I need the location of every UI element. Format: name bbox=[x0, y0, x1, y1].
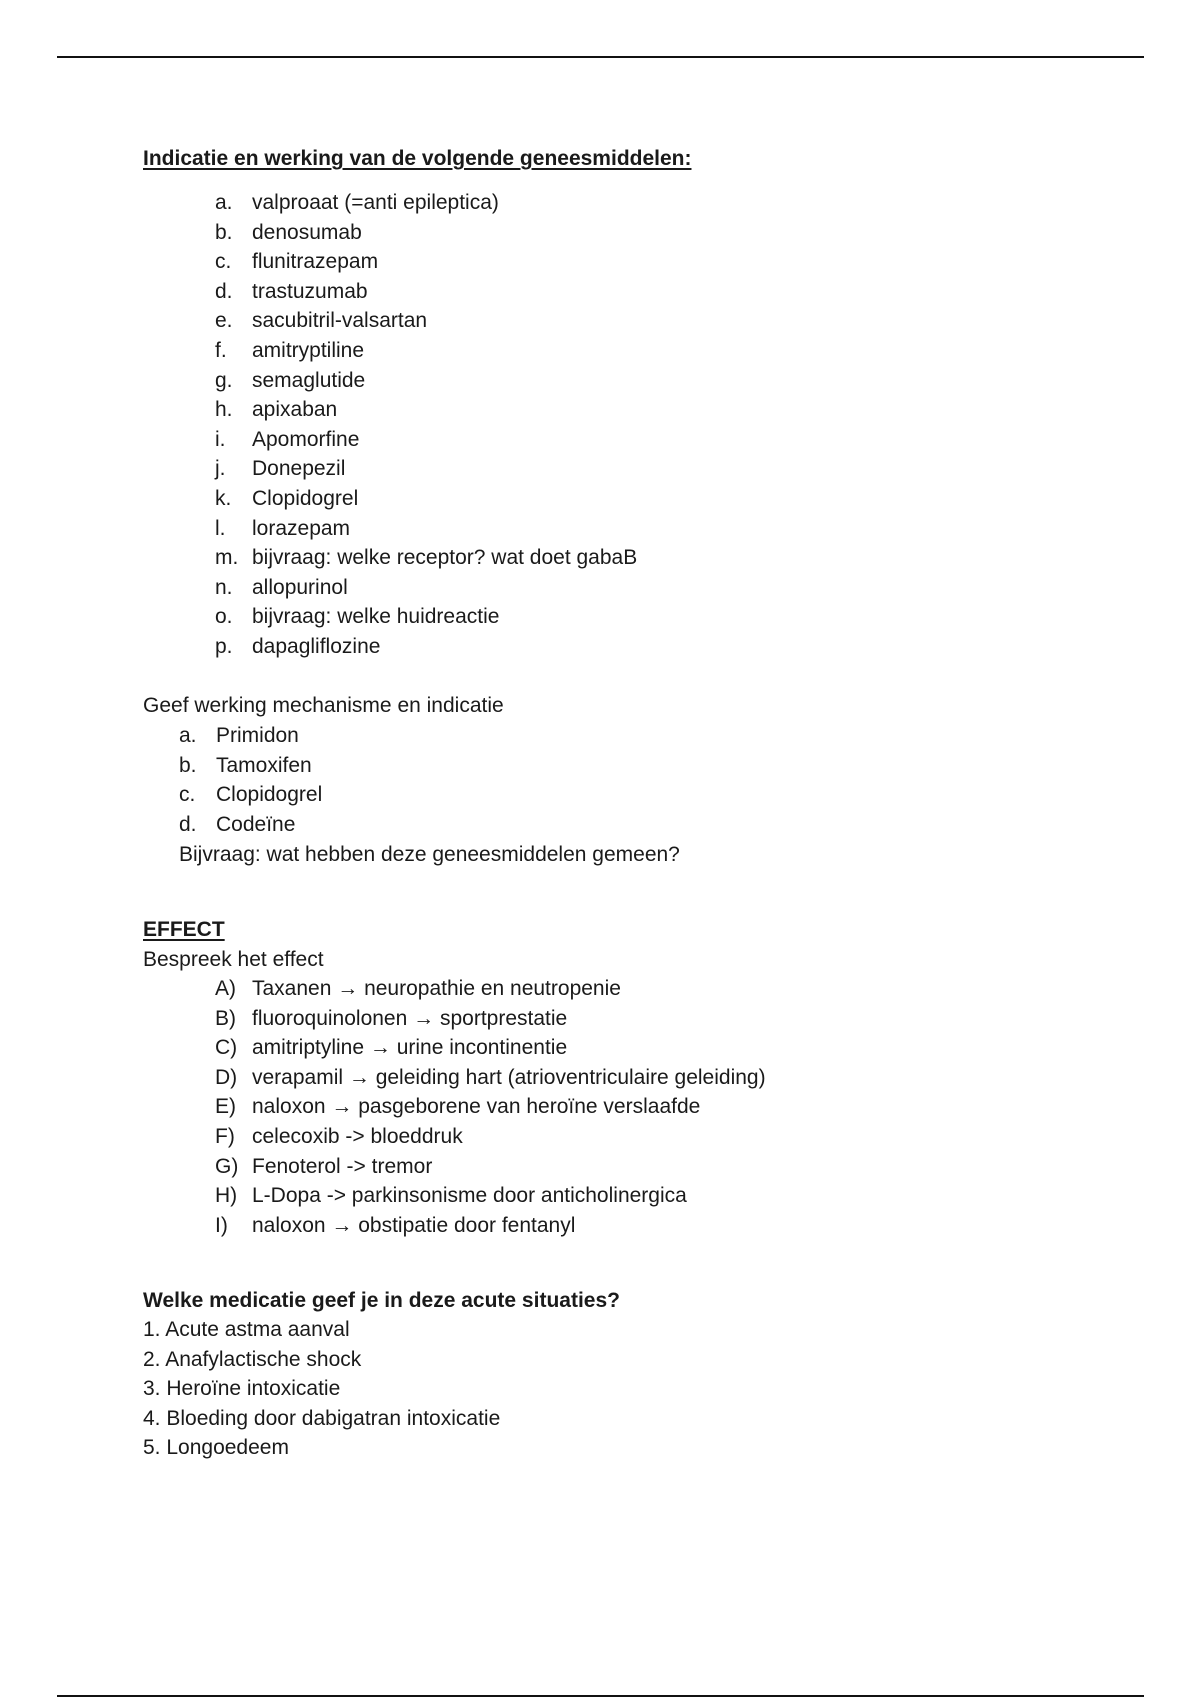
list-marker: a. bbox=[179, 724, 197, 747]
list-marker: a. bbox=[215, 191, 233, 214]
list-marker: p. bbox=[215, 634, 233, 658]
list-marker: m. bbox=[215, 546, 239, 570]
list-item-text: apixaban bbox=[252, 398, 338, 422]
list-item-text: amitriptyline → urine incontinentie bbox=[252, 1036, 568, 1060]
list-marker: n. bbox=[215, 575, 233, 599]
list-item-text: Taxanen → neuropathie en neutropenie bbox=[252, 977, 621, 1000]
list-item bbox=[215, 517, 915, 547]
list-marker: o. bbox=[215, 605, 233, 629]
list-marker: f. bbox=[215, 338, 227, 362]
section3-list bbox=[215, 977, 1015, 1243]
list-marker: E) bbox=[215, 1095, 236, 1119]
list-item bbox=[215, 1066, 1015, 1096]
list-item-text: L-Dopa -> parkinsonisme door anticholinergica bbox=[252, 1184, 687, 1208]
list-marker: c. bbox=[179, 783, 196, 807]
list-item bbox=[179, 724, 779, 754]
section1-heading: Indicatie en werking van de volgende geneesmiddelen: bbox=[143, 147, 692, 170]
section2-followup: Bijvraag: wat hebben deze geneesmiddelen gemeen? bbox=[179, 843, 680, 866]
section2-heading: Geef werking mechanisme en indicatie bbox=[143, 694, 504, 717]
list-item-text: bijvraag: welke huidreactie bbox=[252, 605, 500, 629]
list-item-text: Primidon bbox=[216, 724, 299, 747]
list-item-text: Clopidogrel bbox=[252, 486, 359, 510]
list-item bbox=[215, 369, 915, 399]
list-item: 3. Heroïne intoxicatie bbox=[143, 1377, 341, 1401]
list-item bbox=[179, 813, 779, 843]
list-item bbox=[179, 783, 779, 813]
list-item-text: allopurinol bbox=[252, 575, 348, 599]
list-item bbox=[179, 754, 779, 784]
list-marker: I) bbox=[215, 1213, 228, 1237]
list-item-text: naloxon → pasgeborene van heroïne verslaafde bbox=[252, 1095, 701, 1119]
list-item bbox=[215, 398, 915, 428]
list-marker: c. bbox=[215, 250, 232, 274]
list-item bbox=[215, 1095, 1015, 1125]
list-marker: G) bbox=[215, 1154, 239, 1178]
list-item bbox=[215, 250, 915, 280]
section2-list bbox=[179, 724, 779, 842]
list-item-text: dapagliflozine bbox=[252, 634, 381, 658]
list-item bbox=[215, 487, 915, 517]
list-marker: g. bbox=[215, 368, 233, 392]
list-item-text: semaglutide bbox=[252, 368, 366, 392]
list-marker: F) bbox=[215, 1124, 235, 1148]
list-item bbox=[215, 977, 1015, 1007]
list-marker: B) bbox=[215, 1006, 236, 1030]
list-item bbox=[215, 1125, 1015, 1155]
list-marker: i. bbox=[215, 427, 226, 451]
list-marker: H) bbox=[215, 1184, 238, 1208]
list-item bbox=[215, 309, 915, 339]
list-item-text: Fenoterol -> tremor bbox=[252, 1154, 433, 1178]
list-marker: e. bbox=[215, 309, 233, 333]
list-item bbox=[215, 1007, 1015, 1037]
list-item bbox=[215, 546, 915, 576]
section3-subheading: Bespreek het effect bbox=[143, 948, 324, 971]
list-item-text: naloxon → obstipatie door fentanyl bbox=[252, 1213, 576, 1237]
list-item bbox=[215, 428, 915, 458]
list-item-text: Apomorfine bbox=[252, 427, 360, 451]
list-item bbox=[215, 191, 915, 221]
header-rule bbox=[57, 56, 1144, 58]
list-item-text: celecoxib -> bloeddruk bbox=[252, 1124, 463, 1148]
list-marker: b. bbox=[215, 220, 233, 244]
section1-list bbox=[215, 191, 915, 665]
list-item bbox=[215, 1184, 1015, 1214]
list-item: 2. Anafylactische shock bbox=[143, 1347, 362, 1371]
list-item bbox=[215, 457, 915, 487]
section4-heading: Welke medicatie geef je in deze acute situaties? bbox=[143, 1289, 620, 1312]
list-marker: A) bbox=[215, 977, 236, 1000]
list-item-text: valproaat (=anti epileptica) bbox=[252, 191, 499, 214]
section3-heading: EFFECT bbox=[143, 918, 225, 941]
section4-list bbox=[143, 1318, 843, 1466]
list-item bbox=[215, 339, 915, 369]
list-item bbox=[215, 635, 915, 665]
list-item-text: fluoroquinolonen → sportprestatie bbox=[252, 1006, 568, 1030]
list-marker: b. bbox=[179, 753, 197, 777]
list-item-text: Clopidogrel bbox=[216, 783, 323, 807]
list-item-text: Donepezil bbox=[252, 457, 346, 481]
list-marker: d. bbox=[215, 279, 233, 303]
list-item bbox=[215, 576, 915, 606]
footer-rule bbox=[57, 1695, 1144, 1697]
list-item bbox=[215, 605, 915, 635]
list-item-text: denosumab bbox=[252, 220, 362, 244]
list-item-text: trastuzumab bbox=[252, 279, 368, 303]
list-marker: D) bbox=[215, 1065, 238, 1089]
list-item-text: bijvraag: welke receptor? wat doet gabaB bbox=[252, 546, 638, 570]
list-item: 1. Acute astma aanval bbox=[143, 1318, 350, 1341]
list-item-text: flunitrazepam bbox=[252, 250, 379, 274]
list-item: 4. Bloeding door dabigatran intoxicatie bbox=[143, 1406, 501, 1430]
list-marker: l. bbox=[215, 516, 226, 540]
list-item bbox=[215, 221, 915, 251]
list-item-text: lorazepam bbox=[252, 516, 351, 540]
list-item bbox=[215, 1036, 1015, 1066]
list-item bbox=[215, 1214, 1015, 1244]
list-item-text: sacubitril-valsartan bbox=[252, 309, 428, 333]
list-item: 5. Longoedeem bbox=[143, 1436, 289, 1460]
list-item bbox=[215, 280, 915, 310]
list-item bbox=[215, 1155, 1015, 1185]
list-item-text: Codeïne bbox=[216, 812, 296, 836]
list-marker: k. bbox=[215, 486, 232, 510]
list-marker: C) bbox=[215, 1036, 238, 1060]
list-item-text: verapamil → geleiding hart (atrioventriculaire geleiding) bbox=[252, 1065, 766, 1089]
list-marker: d. bbox=[179, 812, 197, 836]
list-marker: j. bbox=[215, 457, 226, 481]
list-item-text: Tamoxifen bbox=[216, 753, 312, 777]
list-marker: h. bbox=[215, 398, 233, 422]
list-item-text: amitryptiline bbox=[252, 338, 365, 362]
